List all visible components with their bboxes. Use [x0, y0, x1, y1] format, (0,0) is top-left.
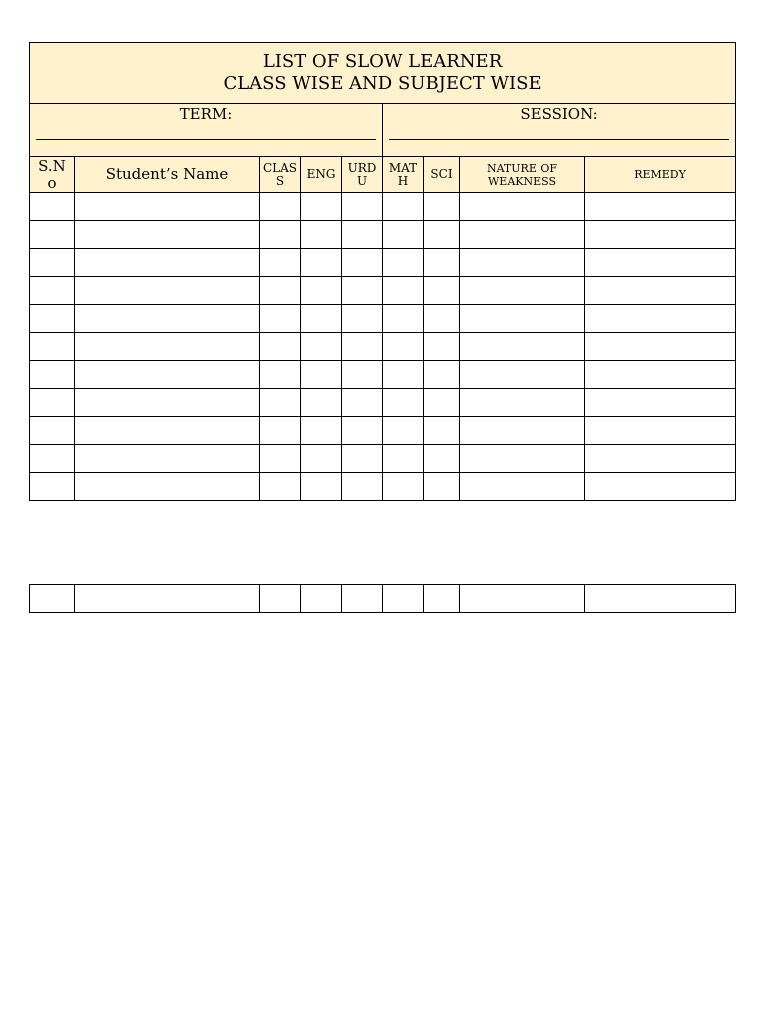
table-cell[interactable]	[342, 221, 383, 249]
table-cell[interactable]	[30, 277, 75, 305]
table-row	[30, 333, 736, 361]
table-cell[interactable]	[585, 473, 736, 501]
table-cell[interactable]	[75, 473, 260, 501]
table-cell[interactable]	[75, 249, 260, 277]
col-remedy-label: REMEDY	[634, 168, 686, 181]
table-cell[interactable]	[585, 585, 736, 613]
table-cell[interactable]	[75, 193, 260, 221]
term-underline-2	[177, 156, 237, 157]
session-field[interactable]	[383, 104, 736, 157]
table-cell[interactable]	[383, 585, 424, 613]
table-cell[interactable]	[30, 305, 75, 333]
table-cell[interactable]	[460, 305, 585, 333]
table-cell[interactable]	[75, 585, 260, 613]
col-urdu	[342, 157, 383, 193]
table-cell[interactable]	[424, 333, 460, 361]
extra-row-table	[29, 584, 736, 613]
table-cell[interactable]	[460, 585, 585, 613]
table-cell[interactable]	[75, 221, 260, 249]
col-sno-top: S.N	[38, 156, 66, 175]
table-cell[interactable]	[585, 389, 736, 417]
table-cell[interactable]	[75, 389, 260, 417]
table-cell[interactable]	[301, 277, 342, 305]
slow-learner-form	[29, 42, 735, 501]
col-sno-bottom: o	[47, 173, 57, 192]
table-cell[interactable]	[75, 333, 260, 361]
form-title	[30, 43, 736, 104]
table-cell[interactable]	[460, 445, 585, 473]
table-cell[interactable]	[383, 193, 424, 221]
student-rows	[30, 193, 736, 501]
table-cell[interactable]	[260, 417, 301, 445]
col-sci	[424, 157, 460, 193]
table-cell[interactable]	[342, 473, 383, 501]
table-cell[interactable]	[301, 305, 342, 333]
table-cell[interactable]	[383, 249, 424, 277]
col-class-top: CLAS	[262, 160, 298, 175]
col-student-name	[75, 157, 260, 193]
table-cell[interactable]	[342, 389, 383, 417]
term-label: TERM:	[179, 105, 233, 123]
table-cell[interactable]	[342, 417, 383, 445]
table-cell[interactable]	[301, 193, 342, 221]
table-cell[interactable]	[383, 473, 424, 501]
col-math-top: MAT	[388, 160, 418, 175]
col-nature-bottom: WEAKNESS	[487, 174, 557, 188]
session-underline-2	[539, 156, 577, 157]
table-row	[30, 417, 736, 445]
col-math	[383, 157, 424, 193]
table-cell[interactable]	[30, 473, 75, 501]
table-cell[interactable]	[260, 585, 301, 613]
col-sno	[30, 157, 75, 193]
table-row	[30, 361, 736, 389]
table-cell[interactable]	[30, 221, 75, 249]
table-cell[interactable]	[342, 585, 383, 613]
table-cell[interactable]	[301, 445, 342, 473]
table-cell[interactable]	[260, 305, 301, 333]
session-label: SESSION:	[520, 105, 598, 123]
table-cell[interactable]	[30, 445, 75, 473]
table-cell[interactable]	[342, 249, 383, 277]
table-cell[interactable]	[30, 193, 75, 221]
table-cell[interactable]	[30, 389, 75, 417]
table-cell[interactable]	[301, 389, 342, 417]
table-cell[interactable]	[424, 389, 460, 417]
table-cell[interactable]	[301, 473, 342, 501]
table-cell[interactable]	[75, 445, 260, 473]
col-nature-top: NATURE OF	[486, 161, 558, 175]
table-cell[interactable]	[260, 249, 301, 277]
table-cell[interactable]	[260, 473, 301, 501]
table-cell[interactable]	[424, 249, 460, 277]
table-cell[interactable]	[30, 361, 75, 389]
col-eng-label: ENG	[306, 167, 336, 181]
table-cell[interactable]	[383, 277, 424, 305]
table-cell[interactable]	[383, 361, 424, 389]
table-cell[interactable]	[30, 249, 75, 277]
table-cell[interactable]	[301, 585, 342, 613]
table-cell[interactable]	[460, 193, 585, 221]
table-cell[interactable]	[383, 221, 424, 249]
table-cell[interactable]	[260, 277, 301, 305]
table-row	[30, 221, 736, 249]
table-cell[interactable]	[342, 333, 383, 361]
table-row	[30, 277, 736, 305]
table-cell[interactable]	[460, 389, 585, 417]
table-cell[interactable]	[460, 333, 585, 361]
session-underline	[389, 139, 729, 140]
table-cell[interactable]	[301, 333, 342, 361]
extra-rows	[30, 585, 736, 613]
term-field[interactable]	[30, 104, 383, 157]
table-cell[interactable]	[460, 417, 585, 445]
table-cell[interactable]	[585, 361, 736, 389]
col-remedy	[585, 157, 736, 193]
table-cell[interactable]	[260, 445, 301, 473]
table-cell[interactable]	[30, 333, 75, 361]
table-cell[interactable]	[260, 389, 301, 417]
table-cell[interactable]	[585, 193, 736, 221]
col-class	[260, 157, 301, 193]
table-row	[30, 305, 736, 333]
table-cell[interactable]	[424, 445, 460, 473]
col-math-bottom: H	[397, 173, 409, 188]
table-cell[interactable]	[424, 305, 460, 333]
table-row	[30, 389, 736, 417]
table-cell[interactable]	[301, 249, 342, 277]
table-cell[interactable]	[342, 277, 383, 305]
column-header-row	[30, 157, 736, 193]
col-sci-label: SCI	[430, 167, 453, 181]
term-underline	[36, 139, 376, 140]
table-cell[interactable]	[342, 361, 383, 389]
table-cell[interactable]	[585, 305, 736, 333]
table-cell[interactable]	[424, 277, 460, 305]
table-cell[interactable]	[301, 361, 342, 389]
table-cell[interactable]	[75, 361, 260, 389]
table-row	[30, 193, 736, 221]
table-cell[interactable]	[260, 361, 301, 389]
col-urdu-top: URD	[347, 160, 377, 175]
table-cell[interactable]	[585, 333, 736, 361]
col-eng	[301, 157, 342, 193]
table-cell[interactable]	[383, 333, 424, 361]
table-cell[interactable]	[301, 417, 342, 445]
table-cell[interactable]	[342, 445, 383, 473]
table-cell[interactable]	[75, 417, 260, 445]
col-nature-of-weakness	[460, 157, 585, 193]
table-cell[interactable]	[424, 585, 460, 613]
table-cell[interactable]	[342, 305, 383, 333]
table-cell[interactable]	[75, 305, 260, 333]
table-cell[interactable]	[30, 585, 75, 613]
table-cell[interactable]	[424, 361, 460, 389]
table-cell[interactable]	[30, 417, 75, 445]
table-cell[interactable]	[424, 417, 460, 445]
col-urdu-bottom: U	[356, 173, 368, 188]
form-table	[29, 42, 736, 501]
table-cell[interactable]	[75, 277, 260, 305]
table-row	[30, 445, 736, 473]
table-cell[interactable]	[383, 305, 424, 333]
table-cell[interactable]	[585, 249, 736, 277]
table-row	[30, 249, 736, 277]
table-cell[interactable]	[460, 249, 585, 277]
table-cell[interactable]	[342, 193, 383, 221]
table-cell[interactable]	[424, 193, 460, 221]
table-cell[interactable]	[585, 221, 736, 249]
table-cell[interactable]	[585, 445, 736, 473]
table-row	[30, 585, 736, 613]
table-cell[interactable]	[424, 473, 460, 501]
table-cell[interactable]	[585, 277, 736, 305]
col-class-bottom: S	[275, 173, 285, 188]
table-cell[interactable]	[585, 417, 736, 445]
table-cell[interactable]	[260, 333, 301, 361]
table-cell[interactable]	[260, 193, 301, 221]
table-cell[interactable]	[460, 221, 585, 249]
table-cell[interactable]	[301, 221, 342, 249]
table-cell[interactable]	[460, 277, 585, 305]
table-cell[interactable]	[260, 221, 301, 249]
title-line-1: LIST OF SLOW LEARNER	[262, 51, 503, 72]
table-cell[interactable]	[383, 417, 424, 445]
col-student-name-label: Student’s Name	[105, 165, 229, 183]
table-cell[interactable]	[424, 221, 460, 249]
table-cell[interactable]	[383, 389, 424, 417]
table-cell[interactable]	[460, 473, 585, 501]
table-cell[interactable]	[383, 445, 424, 473]
title-line-2: CLASS WISE AND SUBJECT WISE	[223, 73, 542, 94]
table-cell[interactable]	[460, 361, 585, 389]
table-row	[30, 473, 736, 501]
